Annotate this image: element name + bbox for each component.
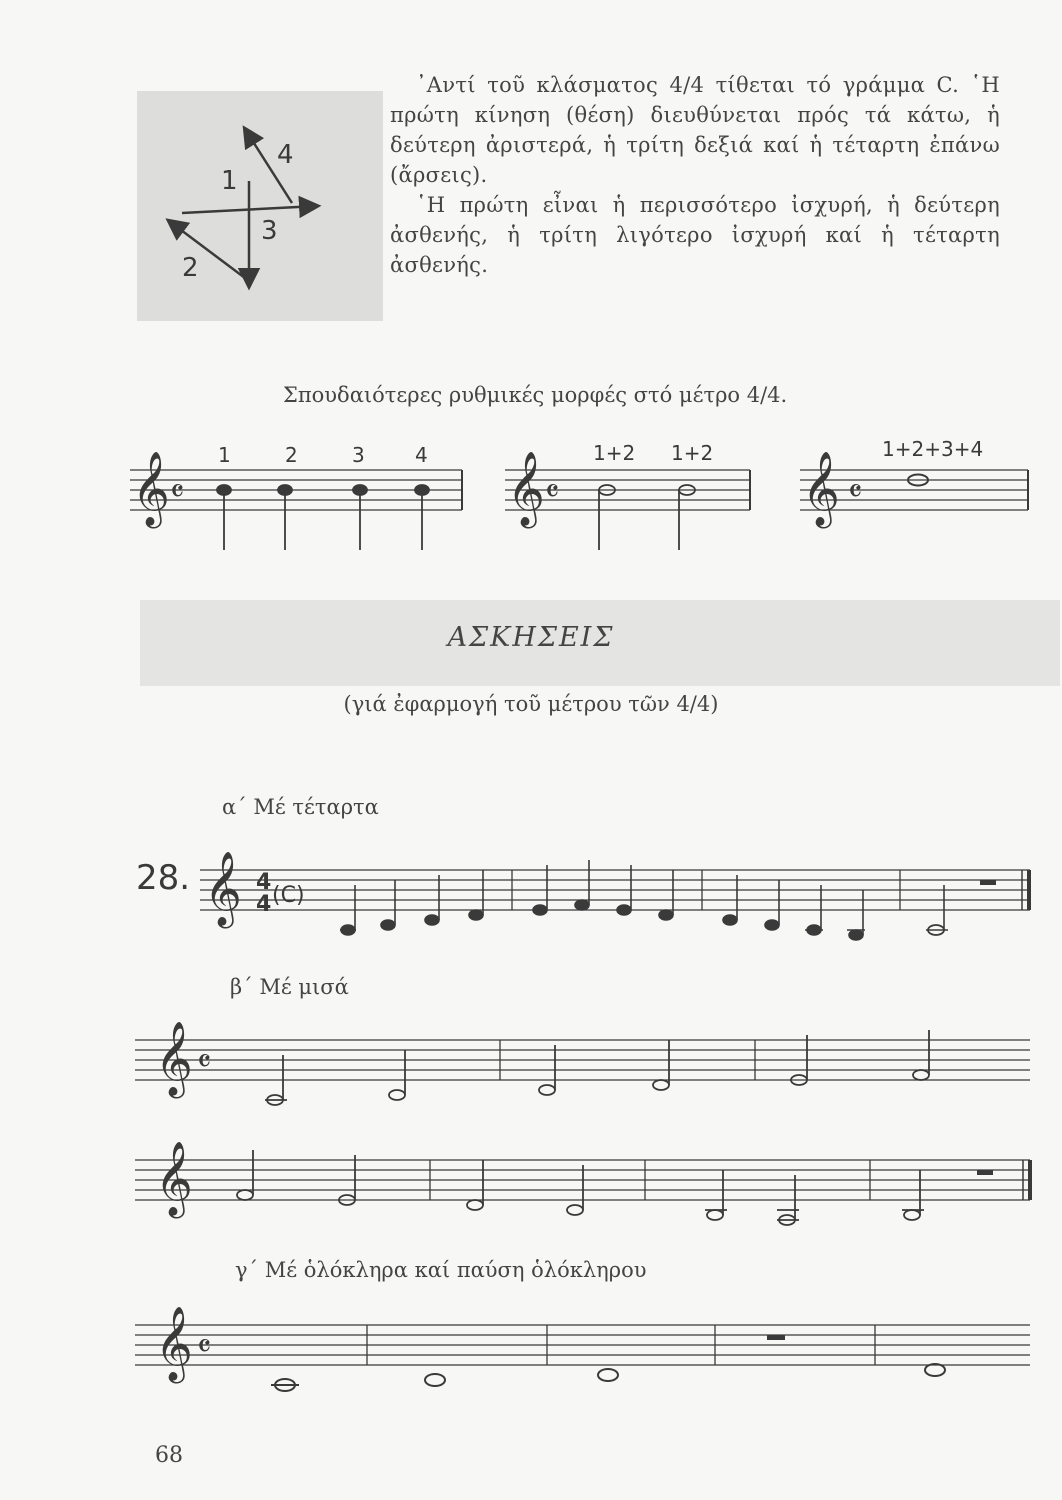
rhythm-example-staff-2: [505, 440, 755, 560]
beat-label-2: 2: [182, 253, 199, 283]
svg-text:𝄞: 𝄞: [155, 1022, 193, 1096]
beat-label-4: 4: [277, 140, 294, 170]
svg-text:𝄴: 𝄴: [848, 472, 863, 510]
rhythm-caption: Σπουδαιότερες ρυθμικές μορφές στό μέτρο 4/4.: [283, 383, 788, 407]
svg-text:𝄞: 𝄞: [204, 852, 242, 926]
page-number: 68: [155, 1443, 183, 1468]
count-label: 1: [218, 443, 231, 467]
intro-paragraph-1: ᾿Αντί τοῦ κλάσματος 4/4 τίθεται τό γράμμα C. ῾Η πρώτη κίνηση (θέση) διευθύνεται πρός τά κάτω, ἡ δεύτερη ἀριστερά, ἡ τρίτη δεξιά καί ἡ τέταρτη ἐπάνω (ἄρσεις).: [390, 73, 1000, 187]
svg-text:𝄞: 𝄞: [155, 1142, 193, 1216]
intro-paragraph-2: ῾Η πρώτη εἶναι ἡ περισσότερο ἰσχυρή, ἡ δεύτερη ἀσθενής, ἡ τρίτη λιγότερο ἰσχυρή καί ἡ τέταρτη ἀσθενής.: [390, 193, 1000, 277]
exercises-subtitle: (γιά ἐφαρμογή τοῦ μέτρου τῶν 4/4): [343, 692, 719, 716]
rhythm-example-staff-3: [800, 437, 1040, 560]
exercise-beta-staff-2: [135, 1130, 1035, 1240]
time-signature-top: 4: [256, 870, 272, 895]
count-label: 2: [285, 443, 298, 467]
svg-text:𝄴: 𝄴: [197, 1042, 212, 1080]
exercises-title: ΑΣΚΗΣΕΙΣ: [447, 622, 615, 653]
count-label: 4: [415, 443, 428, 467]
intro-text: [390, 70, 1000, 280]
svg-text:𝄴: 𝄴: [170, 472, 185, 510]
exercise-alpha-label: α´ Μέ τέταρτα: [222, 795, 379, 819]
exercise-beta-label: β´ Μέ μισά: [230, 975, 349, 999]
count-label: 1+2: [671, 441, 714, 465]
exercise-alpha-staff: [200, 830, 1040, 940]
count-label: 1+2: [593, 441, 636, 465]
conductor-diagram: [137, 91, 383, 321]
svg-text:𝄞: 𝄞: [802, 452, 840, 526]
svg-text:𝄞: 𝄞: [155, 1307, 193, 1381]
rhythm-example-staff-1: [130, 440, 470, 560]
time-signature-bottom: 4: [256, 892, 272, 917]
svg-text:𝄴: 𝄴: [197, 1327, 212, 1365]
count-label: 1+2+3+4: [882, 437, 984, 461]
svg-text:𝄴: 𝄴: [545, 472, 560, 510]
exercise-gamma-staff: [135, 1295, 1035, 1405]
beat-2-arrow: [169, 221, 249, 281]
exercise-beta-staff-1: [135, 1010, 1035, 1120]
svg-text:𝄞: 𝄞: [132, 452, 170, 526]
beat-label-3: 3: [261, 216, 278, 246]
svg-text:𝄞: 𝄞: [507, 452, 545, 526]
beat-label-1: 1: [221, 166, 238, 196]
exercise-gamma-label: γ´ Μέ ὁλόκληρα καί παύση ὁλόκληρου: [235, 1258, 647, 1282]
time-signature-alt: (C): [272, 883, 305, 908]
exercise-number: 28.: [136, 858, 191, 898]
count-label: 3: [352, 443, 365, 467]
